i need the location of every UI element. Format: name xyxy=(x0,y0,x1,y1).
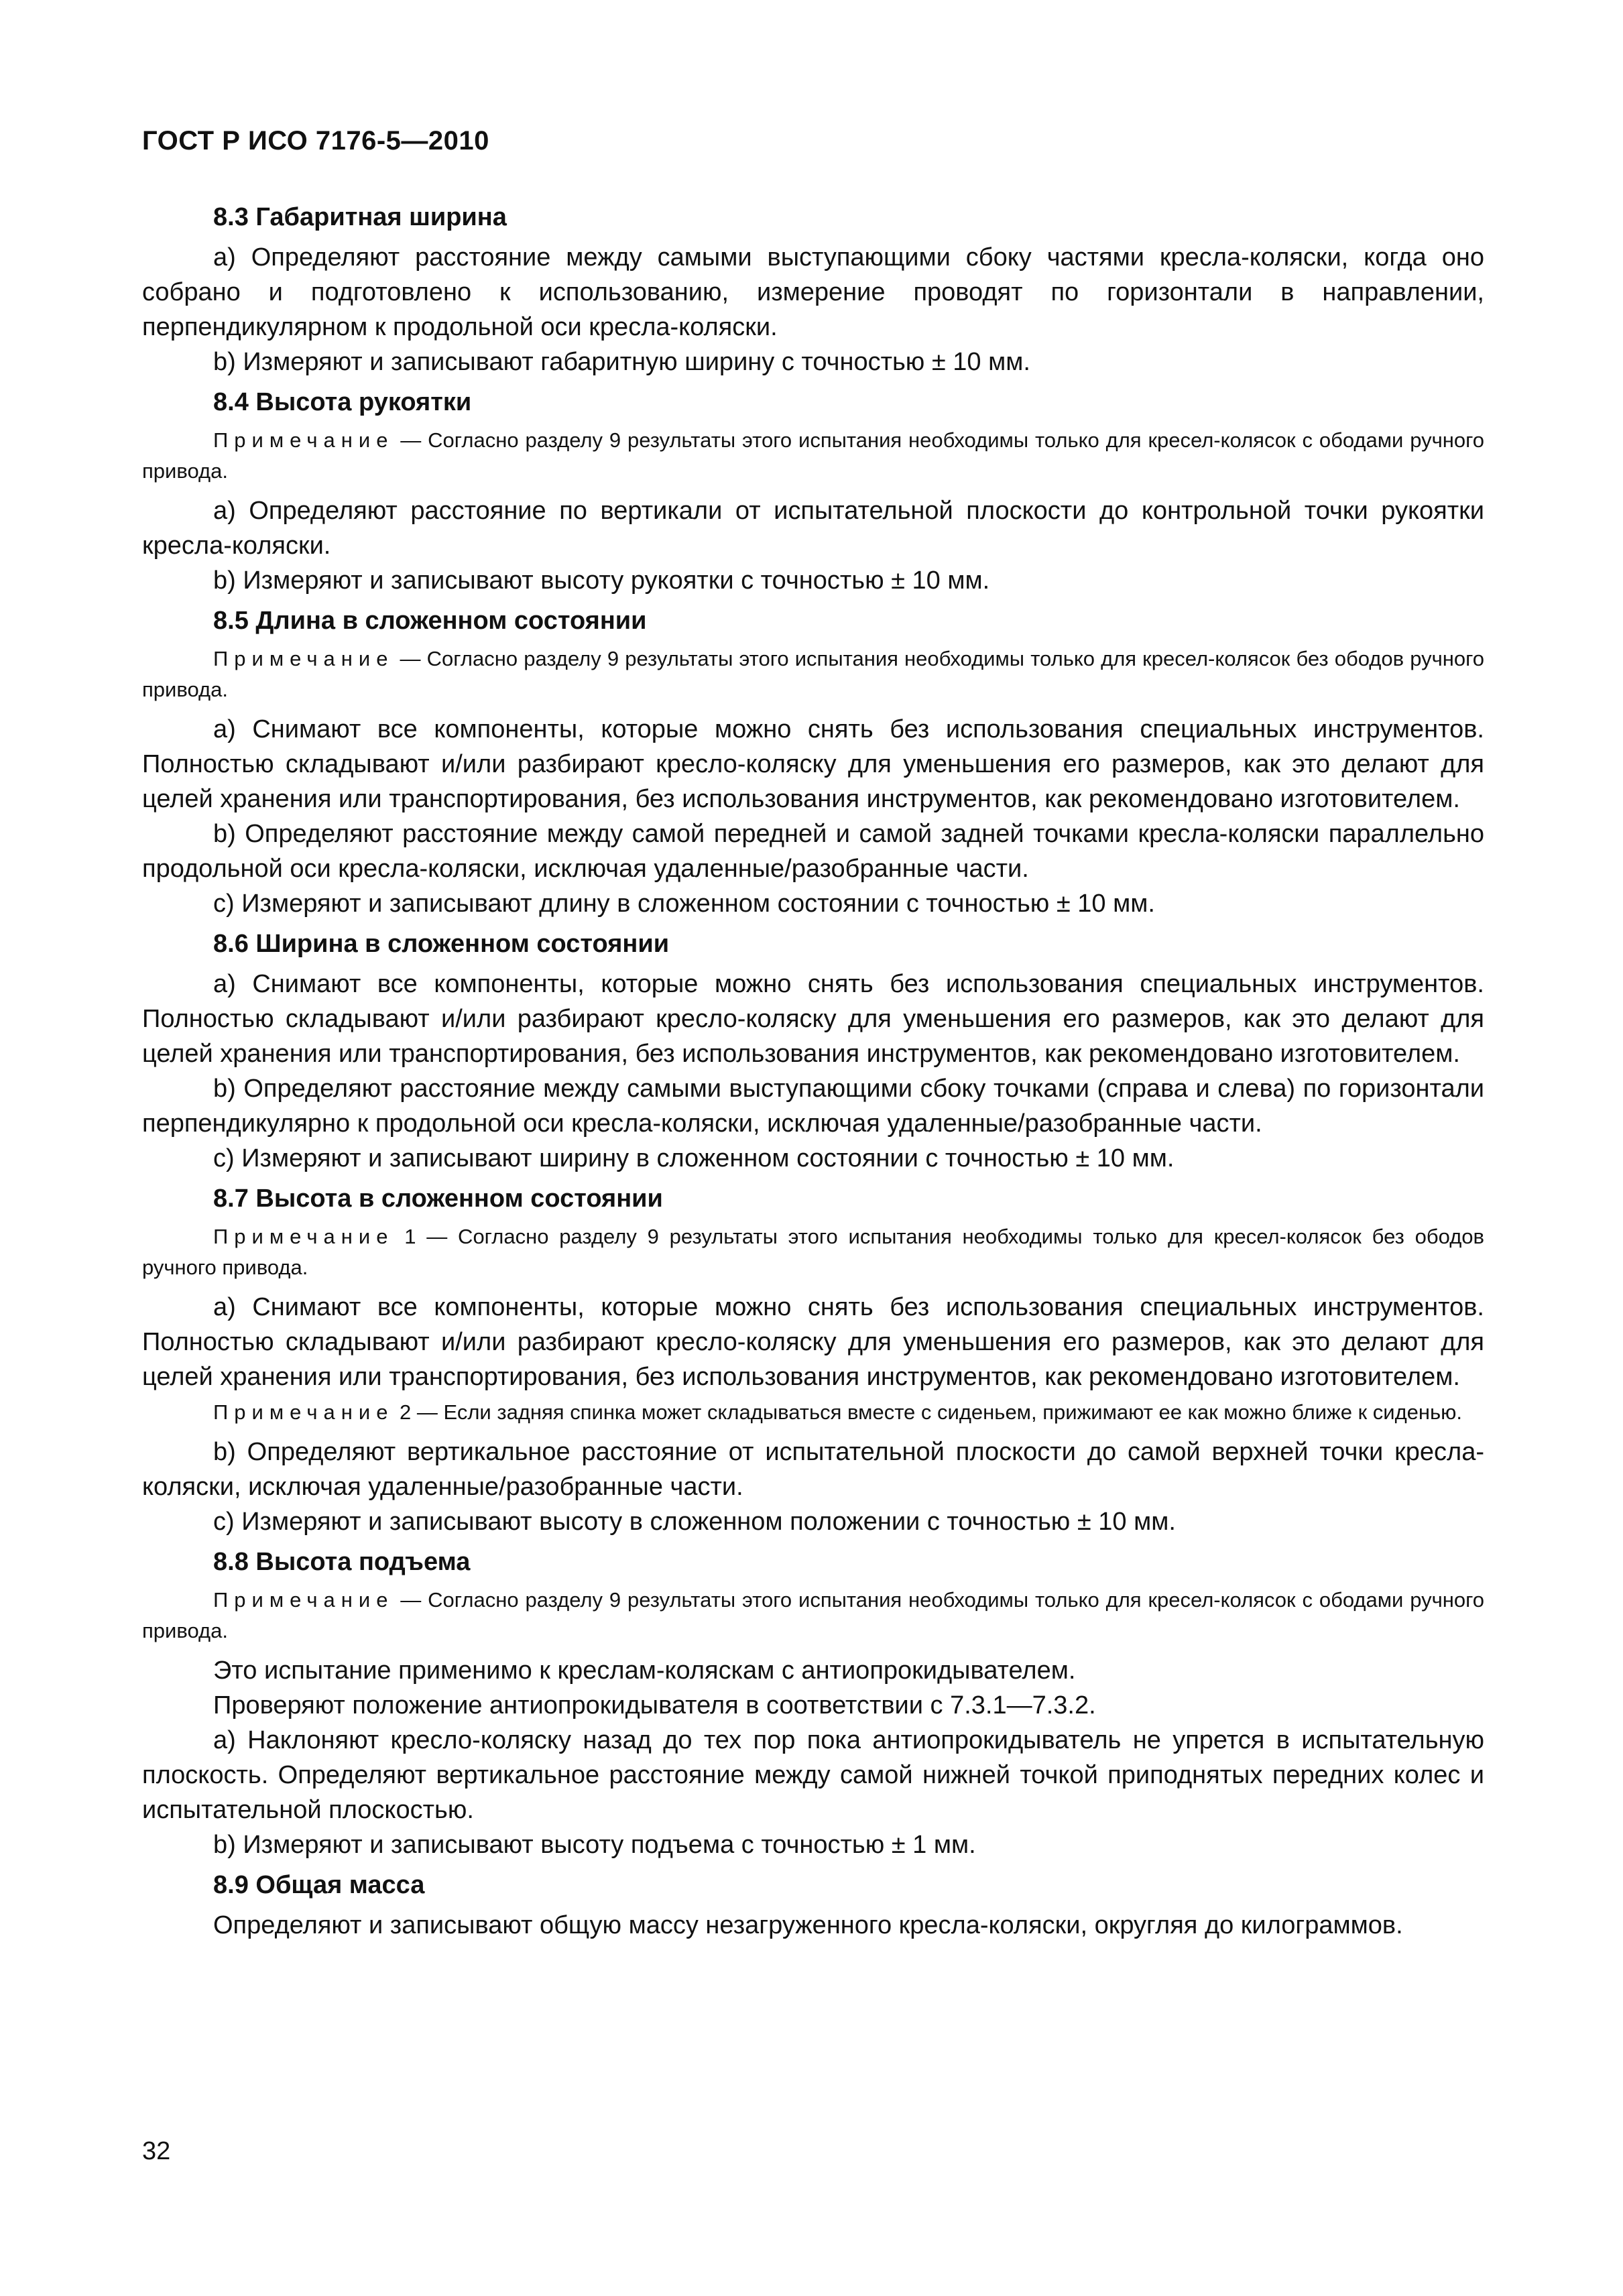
page-number: 32 xyxy=(142,2137,171,2165)
note xyxy=(142,1397,1484,1428)
section-heading: 8.5 Длина в сложенном состоянии xyxy=(213,607,647,635)
note-text: — Согласно разделу 9 результаты этого испытания необходимы только для кресел-колясок без ободов ручного привода. xyxy=(142,647,1484,701)
note xyxy=(142,1221,1484,1283)
document-header: ГОСТ Р ИСО 7176-5—2010 xyxy=(142,126,489,156)
note xyxy=(142,425,1484,487)
paragraph: Это испытание применимо к креслам-коляскам с антиопрокидывателем. xyxy=(213,1656,1076,1685)
paragraph: b) Измеряют и записывают высоту подъема с точностью ± 1 мм. xyxy=(213,1831,976,1859)
section-8-4 xyxy=(142,383,1484,598)
paragraph: а) Снимают все компоненты, которые можно снять без использования специальных инструментов. Полностью складывают и/или разбирают кресло-коляску для уменьшения его размеров, как это делают для целей хранения или транспортирования, без использования инструментов, как рекомендовано изготовителем. xyxy=(142,1293,1484,1391)
paragraph: b) Определяют расстояние между самой передней и самой задней точками кресла-коляски параллельно продольной оси кресла-коляски, исключая удаленные/разобранные части. xyxy=(142,820,1484,883)
paragraph: c) Измеряют и записывают высоту в сложенном положении с точностью ± 10 мм. xyxy=(213,1508,1176,1536)
paragraph: а) Определяют расстояние между самыми выступающими сбоку частями кресла-коляски, когда оно собрано и подготовлено к использованию, измерение проводят по горизонтали в направлении, перпендикулярном к продольной оси кресла-коляски. xyxy=(142,243,1484,341)
paragraph: а) Снимают все компоненты, которые можно снять без использования специальных инструментов. Полностью складывают и/или разбирают кресло-коляску для уменьшения его размеров, как это делают для целей хранения или транспортирования, без использования инструментов, как рекомендовано изготовителем. xyxy=(142,715,1484,813)
section-heading: 8.9 Общая масса xyxy=(213,1871,425,1899)
paragraph: а) Снимают все компоненты, которые можно снять без использования специальных инструментов. Полностью складывают и/или разбирают кресло-коляску для уменьшения его размеров, как это делают для целей хранения или транспортирования, без использования инструментов, как рекомендовано изготовителем. xyxy=(142,970,1484,1068)
note-label: Примечание xyxy=(213,1225,394,1248)
paragraph: b) Определяют расстояние между самыми выступающими сбоку точками (справа и слева) по горизонтали перпендикулярно к продольной оси кресла-коляски, исключая удаленные/разобранные части. xyxy=(142,1075,1484,1138)
paragraph: c) Измеряют и записывают длину в сложенном состоянии с точностью ± 10 мм. xyxy=(213,890,1155,918)
note-label: Примечание xyxy=(213,1588,394,1612)
section-8-5 xyxy=(142,602,1484,921)
section-8-3 xyxy=(142,198,1484,379)
section-8-8 xyxy=(142,1543,1484,1862)
note-text: — Согласно разделу 9 результаты этого испытания необходимы только для кресел-колясок с ободами ручного привода. xyxy=(142,1588,1484,1642)
note-label: Примечание xyxy=(213,1400,394,1424)
section-8-9 xyxy=(142,1866,1484,1943)
paragraph: Определяют и записывают общую массу незагруженного кресла-коляски, округляя до килограммов. xyxy=(213,1911,1403,1939)
paragraph: c) Измеряют и записывают ширину в сложенном состоянии с точностью ± 10 мм. xyxy=(213,1144,1175,1172)
section-heading: 8.8 Высота подъема xyxy=(213,1548,471,1576)
section-heading: 8.6 Ширина в сложенном состоянии xyxy=(213,930,670,958)
paragraph: а) Наклоняют кресло-коляску назад до тех пор пока антиопрокидыватель не упрется в испытательную плоскость. Определяют вертикальное расстояние между самой нижней точкой приподнятых передних колес и испытательной плоскостью. xyxy=(142,1726,1484,1824)
section-8-6 xyxy=(142,925,1484,1176)
paragraph: а) Определяют расстояние по вертикали от испытательной плоскости до контрольной точки рукоятки кресла-коляски. xyxy=(142,497,1484,560)
paragraph: b) Измеряют и записывают высоту рукоятки с точностью ± 10 мм. xyxy=(213,566,990,595)
note xyxy=(142,644,1484,705)
note-text: — Согласно разделу 9 результаты этого испытания необходимы только для кресел-колясок с ободами ручного привода. xyxy=(142,428,1484,483)
note-label: Примечание xyxy=(213,428,394,452)
note-text: 2 — Если задняя спинка может складываться вместе с сиденьем, прижимают ее как можно ближе к сиденью. xyxy=(394,1400,1463,1424)
section-heading: 8.4 Высота рукоятки xyxy=(213,388,472,416)
paragraph: b) Измеряют и записывают габаритную ширину с точностью ± 10 мм. xyxy=(213,348,1030,376)
section-8-7 xyxy=(142,1180,1484,1539)
section-heading: 8.3 Габаритная ширина xyxy=(213,203,507,231)
note xyxy=(142,1585,1484,1646)
note-label: Примечание xyxy=(213,647,394,670)
document-body xyxy=(142,194,1484,1943)
section-heading: 8.7 Высота в сложенном состоянии xyxy=(213,1185,663,1213)
paragraph: b) Определяют вертикальное расстояние от испытательной плоскости до самой верхней точки кресла-коляски, исключая удаленные/разобранные части. xyxy=(142,1438,1484,1501)
paragraph: Проверяют положение антиопрокидывателя в соответствии с 7.3.1—7.3.2. xyxy=(213,1691,1096,1719)
note-text: 1 — Согласно разделу 9 результаты этого испытания необходимы только для кресел-колясок без ободов ручного привода. xyxy=(142,1225,1484,1279)
